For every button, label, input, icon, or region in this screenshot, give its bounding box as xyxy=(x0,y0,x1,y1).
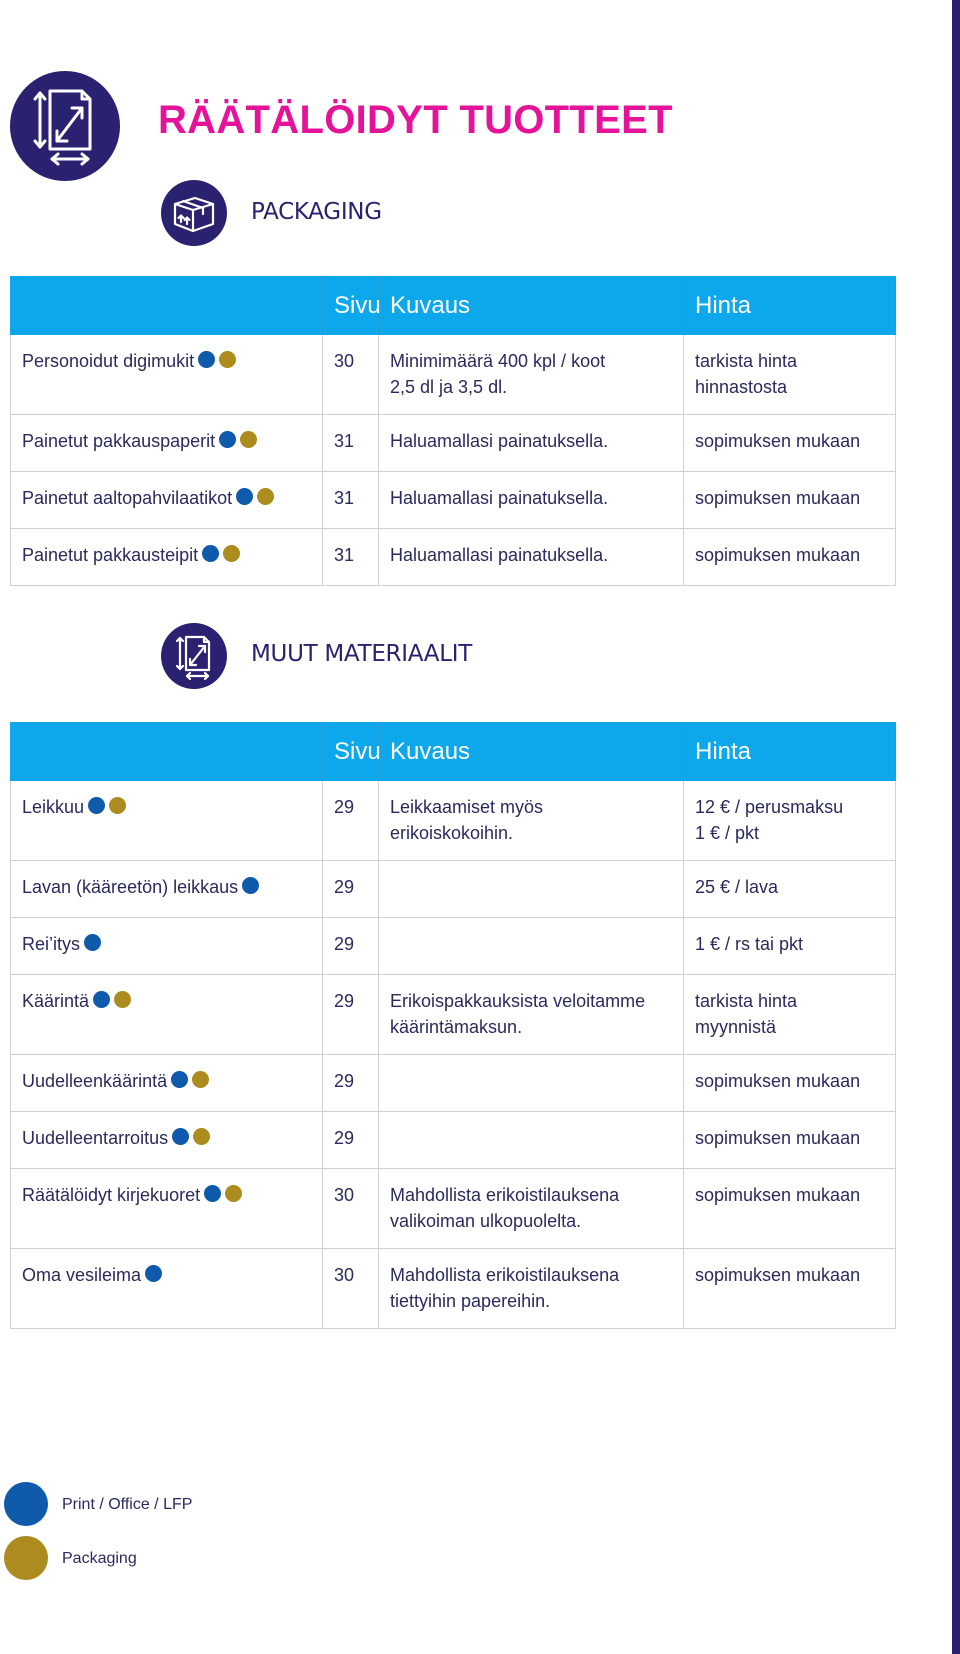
item-name: Rei’itys xyxy=(22,934,81,954)
print-office-lfp-dot xyxy=(172,1128,189,1145)
item-name-cell xyxy=(11,975,323,1055)
item-price: 25 € / lava xyxy=(684,861,896,918)
legend-dot-print-office-lfp xyxy=(4,1482,48,1526)
header-description: Kuvaus xyxy=(379,277,684,335)
header-page: Sivu xyxy=(323,723,379,781)
item-price: tarkista hinta myynnistä xyxy=(684,975,896,1055)
item-description xyxy=(379,1055,684,1112)
item-price: 1 € / rs tai pkt xyxy=(684,918,896,975)
header-price: Hinta xyxy=(684,723,896,781)
muut-materiaalit-table xyxy=(10,722,896,1329)
item-name: Lavan (kääreetön) leikkaus xyxy=(22,877,239,897)
item-name-cell xyxy=(11,1169,323,1249)
table-header-row xyxy=(11,277,896,335)
table-row xyxy=(11,1112,896,1169)
item-name: Uudelleentarroitus xyxy=(22,1128,169,1148)
table-row xyxy=(11,1055,896,1112)
packaging-dot xyxy=(192,1071,209,1088)
page-title: RÄÄTÄLÖIDYT TUOTTEET xyxy=(158,98,673,142)
custom-size-icon xyxy=(10,71,120,181)
item-page: 30 xyxy=(323,335,379,415)
print-office-lfp-dot xyxy=(84,934,101,951)
item-page: 31 xyxy=(323,529,379,586)
legend-label-packaging: Packaging xyxy=(62,1550,137,1567)
table-row xyxy=(11,529,896,586)
item-name-cell xyxy=(11,529,323,586)
item-name-cell xyxy=(11,1112,323,1169)
muut-rows xyxy=(11,781,896,1329)
item-name-cell xyxy=(11,335,323,415)
print-office-lfp-dot xyxy=(88,797,105,814)
print-office-lfp-dot xyxy=(93,991,110,1008)
packaging-dot xyxy=(193,1128,210,1145)
item-name-cell xyxy=(11,861,323,918)
item-page: 29 xyxy=(323,975,379,1055)
item-name-cell xyxy=(11,1249,323,1329)
item-price: sopimuksen mukaan xyxy=(684,1169,896,1249)
print-office-lfp-dot xyxy=(145,1265,162,1282)
header-name xyxy=(11,277,323,335)
item-name: Painetut pakkausteipit xyxy=(22,545,199,565)
item-name-cell xyxy=(11,781,323,861)
print-office-lfp-dot xyxy=(198,351,215,368)
header-page: Sivu xyxy=(323,277,379,335)
packaging-dot xyxy=(109,797,126,814)
packaging-dot xyxy=(257,488,274,505)
item-description: Erikoispakkauksista veloitamme käärintämaksun. xyxy=(379,975,684,1055)
item-page: 29 xyxy=(323,781,379,861)
item-description: Minimimäärä 400 kpl / koot 2,5 dl ja 3,5 dl. xyxy=(379,335,684,415)
table-row xyxy=(11,861,896,918)
table-row xyxy=(11,781,896,861)
item-name: Käärintä xyxy=(22,991,90,1011)
legend-dot-packaging xyxy=(4,1536,48,1580)
print-office-lfp-dot xyxy=(219,431,236,448)
print-office-lfp-dot xyxy=(202,545,219,562)
print-office-lfp-dot xyxy=(204,1185,221,1202)
item-name: Uudelleenkäärintä xyxy=(22,1071,168,1091)
item-price: 12 € / perusmaksu 1 € / pkt xyxy=(684,781,896,861)
header-description: Kuvaus xyxy=(379,723,684,781)
item-name-cell xyxy=(11,918,323,975)
item-name-cell xyxy=(11,472,323,529)
item-name: Oma vesileima xyxy=(22,1265,142,1285)
packaging-table xyxy=(10,276,896,586)
item-name: Personoidut digimukit xyxy=(22,351,195,371)
item-page: 31 xyxy=(323,472,379,529)
item-name-cell xyxy=(11,1055,323,1112)
table-row xyxy=(11,472,896,529)
table-header-row xyxy=(11,723,896,781)
print-office-lfp-dot xyxy=(236,488,253,505)
section-title-packaging: PACKAGING xyxy=(251,199,382,225)
table-row xyxy=(11,335,896,415)
item-description: Haluamallasi painatuksella. xyxy=(379,472,684,529)
item-price: sopimuksen mukaan xyxy=(684,1055,896,1112)
custom-size-small-icon xyxy=(161,623,227,689)
item-description: Haluamallasi painatuksella. xyxy=(379,415,684,472)
item-name: Leikkuu xyxy=(22,797,85,817)
legend-label-print-office-lfp: Print / Office / LFP xyxy=(62,1496,193,1513)
item-price: sopimuksen mukaan xyxy=(684,1112,896,1169)
item-page: 30 xyxy=(323,1249,379,1329)
print-office-lfp-dot xyxy=(171,1071,188,1088)
packaging-dot xyxy=(240,431,257,448)
item-page: 29 xyxy=(323,861,379,918)
table-row xyxy=(11,975,896,1055)
item-price: sopimuksen mukaan xyxy=(684,472,896,529)
print-office-lfp-dot xyxy=(242,877,259,894)
item-page: 31 xyxy=(323,415,379,472)
packaging-dot xyxy=(219,351,236,368)
item-description: Mahdollista erikoistilauksena tiettyihin papereihin. xyxy=(379,1249,684,1329)
item-name: Räätälöidyt kirjekuoret xyxy=(22,1185,201,1205)
item-page: 29 xyxy=(323,918,379,975)
item-description: Leikkaamiset myös erikoiskokoihin. xyxy=(379,781,684,861)
item-name: Painetut aaltopahvilaatikot xyxy=(22,488,233,508)
table-row xyxy=(11,415,896,472)
packaging-rows xyxy=(11,335,896,586)
table-row xyxy=(11,1249,896,1329)
item-price: sopimuksen mukaan xyxy=(684,415,896,472)
item-price: sopimuksen mukaan xyxy=(684,529,896,586)
item-description xyxy=(379,918,684,975)
header-price: Hinta xyxy=(684,277,896,335)
header-name xyxy=(11,723,323,781)
packaging-dot xyxy=(225,1185,242,1202)
page-edge-bar xyxy=(952,0,960,1654)
item-description xyxy=(379,861,684,918)
packaging-dot xyxy=(223,545,240,562)
item-price: sopimuksen mukaan xyxy=(684,1249,896,1329)
item-description xyxy=(379,1112,684,1169)
section-title-muut-materiaalit: MUUT MATERIAALIT xyxy=(251,641,472,667)
box-icon xyxy=(161,180,227,246)
item-price: tarkista hinta hinnastosta xyxy=(684,335,896,415)
item-name: Painetut pakkauspaperit xyxy=(22,431,216,451)
item-description: Haluamallasi painatuksella. xyxy=(379,529,684,586)
item-name-cell xyxy=(11,415,323,472)
table-row xyxy=(11,918,896,975)
item-page: 30 xyxy=(323,1169,379,1249)
item-description: Mahdollista erikoistilauksena valikoiman ulkopuolelta. xyxy=(379,1169,684,1249)
item-page: 29 xyxy=(323,1112,379,1169)
table-row xyxy=(11,1169,896,1249)
packaging-dot xyxy=(114,991,131,1008)
item-page: 29 xyxy=(323,1055,379,1112)
